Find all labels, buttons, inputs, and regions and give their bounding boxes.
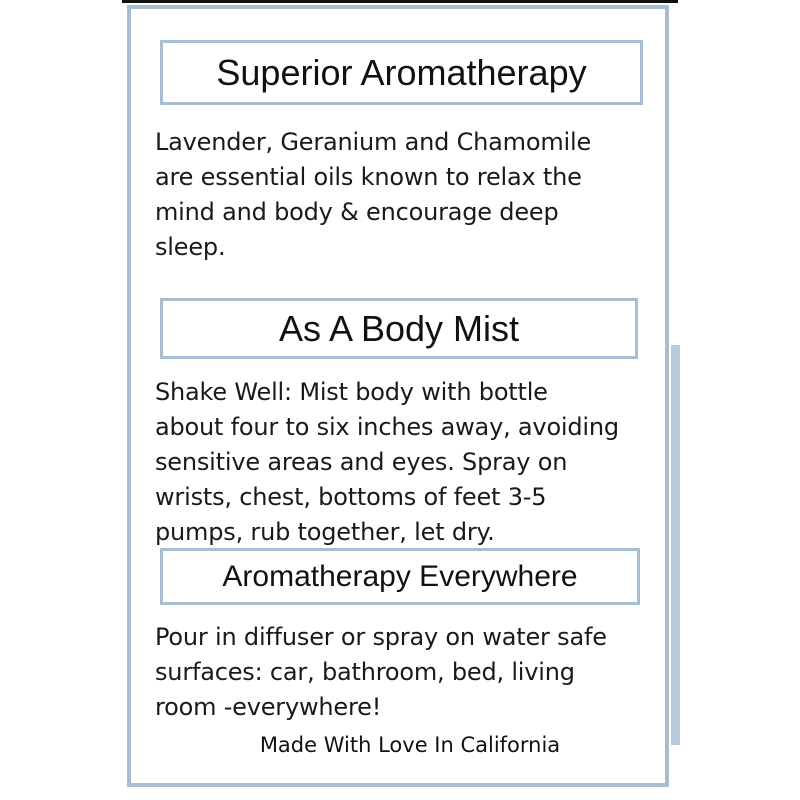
text-line: sensitive areas and eyes. Spray on xyxy=(155,448,568,476)
top-edge-line xyxy=(122,0,678,3)
paragraph-aromatherapy-everywhere xyxy=(155,620,675,725)
text-line: Lavender, Geranium and Chamomile xyxy=(155,128,592,156)
paragraph-body-mist xyxy=(155,375,675,550)
text-line: surfaces: car, bathroom, bed, living xyxy=(155,658,575,686)
text-line: wrists, chest, bottoms of feet 3-5 xyxy=(155,483,547,511)
text-line: room -everywhere! xyxy=(155,693,382,721)
text-line: are essential oils known to relax the xyxy=(155,163,582,191)
heading-body-mist: As A Body Mist xyxy=(160,298,638,359)
text-line: Pour in diffuser or spray on water safe xyxy=(155,623,607,651)
paragraph-superior-aromatherapy xyxy=(155,125,675,265)
footer-made-with-love: Made With Love In California xyxy=(259,733,561,757)
text-line: pumps, rub together, let dry. xyxy=(155,518,495,546)
heading-superior-aromatherapy: Superior Aromatherapy xyxy=(160,40,643,105)
text-line: sleep. xyxy=(155,233,226,261)
heading-aromatherapy-everywhere: Aromatherapy Everywhere xyxy=(160,548,640,605)
text-line: mind and body & encourage deep xyxy=(155,198,559,226)
text-line: about four to six inches away, avoiding xyxy=(155,413,619,441)
text-line: Shake Well: Mist body with bottle xyxy=(155,378,548,406)
